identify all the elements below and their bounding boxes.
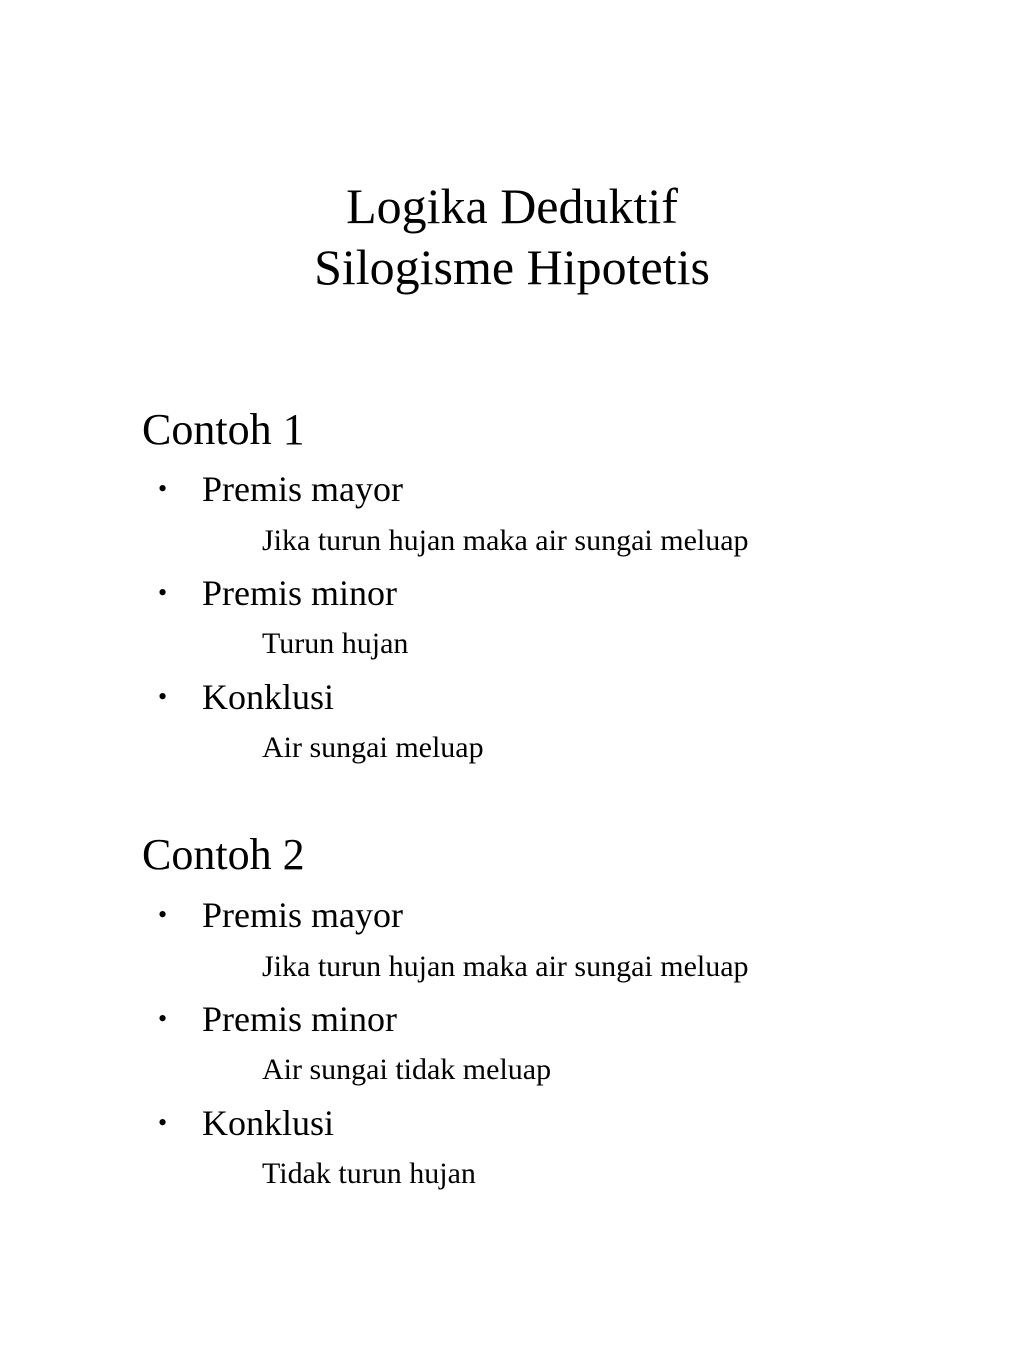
title-line-1: Logika Deduktif [346, 178, 678, 234]
example-2-bullet-konklusi [158, 1102, 334, 1144]
example-1-bullet-premis-minor [158, 572, 397, 614]
bullet-icon: • [158, 682, 168, 711]
bullet-label: Konklusi [202, 1103, 335, 1143]
bullet-icon: • [158, 474, 168, 503]
bullet-label: Premis mayor [202, 469, 403, 509]
example-1-bullet-konklusi [158, 676, 334, 718]
example-2-bullet-premis-mayor [158, 894, 403, 936]
title-line-2: Silogisme Hipotetis [314, 239, 710, 295]
bullet-label: Premis minor [202, 999, 397, 1039]
bullet-icon: • [158, 1108, 168, 1137]
example-1-bullet-premis-mayor [158, 468, 403, 510]
example-1-konklusi-text: Air sungai meluap [262, 731, 484, 764]
bullet-label: Konklusi [202, 677, 335, 717]
example-2-heading: Contoh 2 [142, 830, 305, 879]
bullet-icon: • [158, 900, 168, 929]
bullet-icon: • [158, 1004, 168, 1033]
example-2-premis-mayor-text: Jika turun hujan maka air sungai meluap [262, 950, 749, 983]
example-2-konklusi-text: Tidak turun hujan [262, 1157, 476, 1190]
example-1-premis-minor-text: Turun hujan [262, 627, 409, 660]
example-2-bullet-premis-minor [158, 998, 397, 1040]
example-1-premis-mayor-text: Jika turun hujan maka air sungai meluap [262, 524, 749, 557]
bullet-label: Premis minor [202, 573, 397, 613]
bullet-icon: • [158, 578, 168, 607]
example-2-premis-minor-text: Air sungai tidak meluap [262, 1053, 552, 1086]
slide-title [0, 176, 1024, 298]
example-1-heading: Contoh 1 [142, 405, 305, 454]
bullet-label: Premis mayor [202, 895, 403, 935]
